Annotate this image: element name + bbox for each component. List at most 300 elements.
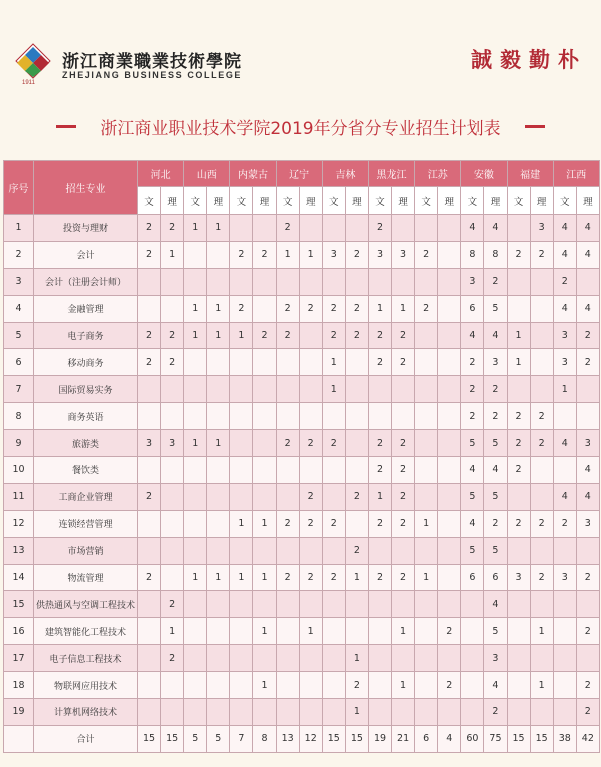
- table-cell: 1: [253, 618, 276, 645]
- table-cell: 1: [230, 510, 253, 537]
- header-index: 序号: [4, 161, 34, 215]
- table-cell: [392, 268, 415, 295]
- table-cell: 5: [484, 537, 507, 564]
- table-cell: [461, 699, 484, 726]
- table-cell: [207, 349, 230, 376]
- table-cell: [276, 672, 299, 699]
- row-major: 会计: [34, 241, 138, 268]
- table-cell: [461, 618, 484, 645]
- table-cell: [438, 430, 461, 457]
- table-cell: 1: [322, 349, 345, 376]
- header-li: 理: [484, 187, 507, 215]
- college-motto: [471, 44, 579, 74]
- table-cell: 3: [161, 430, 184, 457]
- motto-char: 朴: [558, 47, 579, 72]
- table-cell: [161, 295, 184, 322]
- table-cell: [438, 699, 461, 726]
- motto-char: 勤: [529, 47, 550, 72]
- table-cell: [438, 564, 461, 591]
- table-cell: 2: [276, 215, 299, 242]
- row-major: 连锁经营管理: [34, 510, 138, 537]
- table-cell: 2: [138, 564, 161, 591]
- table-cell: 2: [138, 215, 161, 242]
- table-cell: 2: [576, 699, 599, 726]
- header-province: 内蒙古: [230, 161, 276, 187]
- table-cell: [184, 699, 207, 726]
- table-cell: [507, 268, 530, 295]
- header-province: 山西: [184, 161, 230, 187]
- table-cell: [138, 645, 161, 672]
- total-cell: 15: [507, 725, 530, 752]
- total-cell: 5: [184, 725, 207, 752]
- table-cell: 2: [530, 564, 553, 591]
- college-logo-icon: [14, 42, 52, 80]
- total-row: [4, 725, 600, 752]
- table-cell: 2: [553, 510, 576, 537]
- table-cell: [230, 457, 253, 484]
- table-cell: [299, 268, 322, 295]
- table-cell: [322, 645, 345, 672]
- table-cell: 2: [392, 564, 415, 591]
- table-cell: [368, 591, 391, 618]
- table-cell: [184, 349, 207, 376]
- row-major: 会计（注册会计师）: [34, 268, 138, 295]
- table-cell: 2: [253, 322, 276, 349]
- header-li: 理: [207, 187, 230, 215]
- table-cell: [299, 215, 322, 242]
- table-cell: 3: [461, 268, 484, 295]
- table-cell: [438, 376, 461, 403]
- table-cell: [276, 483, 299, 510]
- table-cell: [392, 591, 415, 618]
- header-wen: 文: [184, 187, 207, 215]
- table-row: [4, 510, 600, 537]
- table-cell: 4: [484, 215, 507, 242]
- table-cell: 3: [576, 510, 599, 537]
- table-cell: 2: [507, 510, 530, 537]
- table-cell: [138, 537, 161, 564]
- header-wen: 文: [276, 187, 299, 215]
- table-cell: 2: [392, 510, 415, 537]
- table-cell: [161, 564, 184, 591]
- table-cell: [138, 403, 161, 430]
- total-cell: 38: [553, 725, 576, 752]
- table-cell: [207, 268, 230, 295]
- header-wen: 文: [230, 187, 253, 215]
- table-cell: 2: [484, 376, 507, 403]
- table-cell: [207, 591, 230, 618]
- table-cell: [184, 241, 207, 268]
- table-cell: [230, 215, 253, 242]
- table-cell: [138, 510, 161, 537]
- table-cell: [276, 268, 299, 295]
- table-cell: [253, 645, 276, 672]
- table-cell: 4: [553, 241, 576, 268]
- header-wen: 文: [368, 187, 391, 215]
- table-cell: 2: [299, 430, 322, 457]
- table-cell: [415, 215, 438, 242]
- table-cell: [322, 618, 345, 645]
- table-cell: [576, 537, 599, 564]
- motto-char: 毅: [500, 47, 521, 72]
- table-cell: [345, 457, 368, 484]
- table-row: [4, 268, 600, 295]
- table-cell: 4: [484, 672, 507, 699]
- table-cell: [438, 349, 461, 376]
- table-cell: [207, 537, 230, 564]
- table-cell: [207, 403, 230, 430]
- table-cell: 2: [138, 241, 161, 268]
- table-cell: 1: [553, 376, 576, 403]
- table-cell: [368, 699, 391, 726]
- table-cell: [138, 699, 161, 726]
- table-cell: 4: [461, 322, 484, 349]
- table-cell: [230, 349, 253, 376]
- table-cell: 2: [368, 457, 391, 484]
- table-cell: [553, 457, 576, 484]
- table-cell: [438, 215, 461, 242]
- row-major: 商务英语: [34, 403, 138, 430]
- table-cell: [253, 457, 276, 484]
- table-cell: [438, 645, 461, 672]
- row-major: 旅游类: [34, 430, 138, 457]
- table-cell: 2: [368, 322, 391, 349]
- table-row: [4, 672, 600, 699]
- table-cell: [507, 215, 530, 242]
- table-cell: 2: [438, 618, 461, 645]
- table-cell: [184, 483, 207, 510]
- table-cell: [507, 699, 530, 726]
- table-cell: 2: [299, 564, 322, 591]
- header-province: 江西: [553, 161, 599, 187]
- table-cell: [184, 510, 207, 537]
- header-li: 理: [299, 187, 322, 215]
- table-cell: 4: [553, 430, 576, 457]
- table-cell: [438, 483, 461, 510]
- row-index: [4, 725, 34, 752]
- table-cell: 1: [368, 295, 391, 322]
- table-cell: [184, 618, 207, 645]
- table-cell: [507, 483, 530, 510]
- table-cell: [576, 645, 599, 672]
- table-cell: 2: [276, 564, 299, 591]
- table-cell: 2: [276, 322, 299, 349]
- table-row: [4, 241, 600, 268]
- total-cell: 7: [230, 725, 253, 752]
- table-cell: 1: [253, 564, 276, 591]
- table-cell: 1: [184, 564, 207, 591]
- table-cell: [438, 322, 461, 349]
- table-cell: [507, 618, 530, 645]
- table-cell: [345, 430, 368, 457]
- table-cell: [230, 645, 253, 672]
- table-cell: [553, 699, 576, 726]
- row-major: 计算机网络技术: [34, 699, 138, 726]
- header-major: 招生专业: [34, 161, 138, 215]
- table-cell: [530, 645, 553, 672]
- total-cell: 75: [484, 725, 507, 752]
- table-cell: 5: [484, 483, 507, 510]
- table-cell: 2: [299, 510, 322, 537]
- table-cell: [415, 430, 438, 457]
- table-row: [4, 430, 600, 457]
- table-cell: [553, 672, 576, 699]
- table-cell: [322, 699, 345, 726]
- table-cell: [415, 322, 438, 349]
- table-cell: [415, 403, 438, 430]
- table-cell: [576, 268, 599, 295]
- table-cell: 6: [461, 564, 484, 591]
- table-cell: [207, 483, 230, 510]
- table-cell: [368, 403, 391, 430]
- table-cell: 6: [484, 564, 507, 591]
- table-row: [4, 322, 600, 349]
- table-cell: [345, 215, 368, 242]
- header-wen: 文: [461, 187, 484, 215]
- table-cell: 2: [322, 510, 345, 537]
- table-cell: 1: [530, 672, 553, 699]
- table-cell: 4: [553, 215, 576, 242]
- table-row: [4, 537, 600, 564]
- total-cell: 15: [345, 725, 368, 752]
- table-cell: [438, 268, 461, 295]
- table-cell: [207, 457, 230, 484]
- header-li: 理: [345, 187, 368, 215]
- table-cell: [507, 295, 530, 322]
- table-cell: 2: [392, 322, 415, 349]
- table-cell: 1: [322, 376, 345, 403]
- table-cell: [230, 699, 253, 726]
- table-cell: [415, 268, 438, 295]
- table-cell: 1: [415, 510, 438, 537]
- table-cell: [576, 591, 599, 618]
- row-index: 1: [4, 215, 34, 242]
- college-name-en: ZHEJIANG BUSINESS COLLEGE: [62, 70, 243, 80]
- table-cell: 2: [161, 645, 184, 672]
- table-cell: [207, 241, 230, 268]
- table-cell: [368, 618, 391, 645]
- table-cell: [230, 591, 253, 618]
- table-cell: 3: [138, 430, 161, 457]
- table-cell: [253, 268, 276, 295]
- table-cell: 2: [553, 268, 576, 295]
- table-cell: [299, 537, 322, 564]
- table-cell: [415, 457, 438, 484]
- total-cell: 8: [253, 725, 276, 752]
- table-cell: [138, 268, 161, 295]
- table-cell: 2: [138, 483, 161, 510]
- table-cell: 1: [415, 564, 438, 591]
- table-cell: 1: [207, 564, 230, 591]
- table-cell: [507, 537, 530, 564]
- table-cell: [415, 537, 438, 564]
- table-cell: [161, 403, 184, 430]
- table-cell: [161, 510, 184, 537]
- table-cell: 5: [484, 430, 507, 457]
- table-cell: 5: [461, 430, 484, 457]
- table-cell: 2: [138, 349, 161, 376]
- table-cell: 1: [299, 241, 322, 268]
- table-cell: 1: [230, 322, 253, 349]
- total-cell: 13: [276, 725, 299, 752]
- table-cell: [299, 699, 322, 726]
- table-cell: [299, 403, 322, 430]
- table-row: [4, 215, 600, 242]
- table-cell: 2: [161, 349, 184, 376]
- row-index: 19: [4, 699, 34, 726]
- table-cell: [530, 376, 553, 403]
- table-cell: [253, 699, 276, 726]
- table-cell: 3: [553, 349, 576, 376]
- table-cell: [368, 645, 391, 672]
- table-cell: [299, 457, 322, 484]
- table-cell: 1: [184, 430, 207, 457]
- row-major: 物流管理: [34, 564, 138, 591]
- table-cell: 1: [207, 295, 230, 322]
- table-cell: 8: [484, 241, 507, 268]
- table-cell: [530, 537, 553, 564]
- table-cell: [345, 376, 368, 403]
- table-cell: 4: [484, 322, 507, 349]
- header-wen: 文: [415, 187, 438, 215]
- table-cell: [415, 483, 438, 510]
- table-cell: [138, 376, 161, 403]
- table-cell: [322, 672, 345, 699]
- row-index: 14: [4, 564, 34, 591]
- table-cell: 6: [461, 295, 484, 322]
- table-cell: [438, 591, 461, 618]
- row-major: 供热通风与空调工程技术: [34, 591, 138, 618]
- table-cell: [161, 672, 184, 699]
- total-cell: 5: [207, 725, 230, 752]
- table-cell: 2: [484, 268, 507, 295]
- table-cell: [184, 403, 207, 430]
- table-cell: [438, 241, 461, 268]
- table-cell: [415, 591, 438, 618]
- table-cell: [276, 645, 299, 672]
- table-cell: 2: [322, 322, 345, 349]
- table-cell: [138, 618, 161, 645]
- table-cell: [161, 699, 184, 726]
- table-cell: 2: [415, 295, 438, 322]
- table-cell: 4: [553, 295, 576, 322]
- college-name-cn: 浙江商業職業技術學院: [62, 52, 242, 72]
- table-cell: 2: [392, 457, 415, 484]
- title-dash-right: [525, 125, 545, 128]
- table-row: [4, 645, 600, 672]
- table-cell: [553, 618, 576, 645]
- table-cell: [230, 268, 253, 295]
- header-wen: 文: [507, 187, 530, 215]
- table-cell: [230, 618, 253, 645]
- row-major: 电子信息工程技术: [34, 645, 138, 672]
- table-cell: [415, 699, 438, 726]
- header-li: 理: [253, 187, 276, 215]
- table-cell: 5: [461, 537, 484, 564]
- table-cell: 2: [507, 457, 530, 484]
- table-cell: [322, 215, 345, 242]
- table-cell: [138, 672, 161, 699]
- total-cell: 15: [138, 725, 161, 752]
- table-cell: [276, 403, 299, 430]
- table-cell: [530, 699, 553, 726]
- table-cell: [322, 403, 345, 430]
- table-cell: 3: [392, 241, 415, 268]
- table-cell: 2: [368, 510, 391, 537]
- table-cell: 2: [345, 672, 368, 699]
- header-province: 安徽: [461, 161, 507, 187]
- table-cell: [530, 349, 553, 376]
- table-cell: 2: [368, 430, 391, 457]
- row-index: 7: [4, 376, 34, 403]
- title-dash-left: [56, 125, 76, 128]
- table-cell: [461, 672, 484, 699]
- row-major: 金融管理: [34, 295, 138, 322]
- table-cell: 2: [345, 241, 368, 268]
- total-cell: 6: [415, 725, 438, 752]
- table-cell: [276, 537, 299, 564]
- table-cell: 2: [368, 349, 391, 376]
- table-cell: [299, 322, 322, 349]
- table-row: [4, 618, 600, 645]
- table-cell: 2: [299, 483, 322, 510]
- row-index: 18: [4, 672, 34, 699]
- table-cell: [322, 268, 345, 295]
- table-cell: [345, 349, 368, 376]
- table-cell: 2: [253, 241, 276, 268]
- table-cell: [576, 376, 599, 403]
- table-cell: 2: [345, 483, 368, 510]
- row-index: 6: [4, 349, 34, 376]
- row-major: 工商企业管理: [34, 483, 138, 510]
- header-li: 理: [161, 187, 184, 215]
- table-cell: 5: [461, 483, 484, 510]
- table-cell: [507, 376, 530, 403]
- table-cell: [345, 510, 368, 537]
- table-cell: 2: [530, 510, 553, 537]
- table-cell: [299, 672, 322, 699]
- row-index: 15: [4, 591, 34, 618]
- table-cell: [392, 699, 415, 726]
- title-row: [0, 112, 601, 140]
- table-cell: [438, 457, 461, 484]
- row-major: 电子商务: [34, 322, 138, 349]
- table-cell: 2: [484, 510, 507, 537]
- table-cell: 5: [484, 295, 507, 322]
- table-cell: [530, 322, 553, 349]
- table-cell: [253, 430, 276, 457]
- table-cell: 2: [276, 510, 299, 537]
- table-cell: 1: [253, 510, 276, 537]
- table-cell: 1: [507, 349, 530, 376]
- table-cell: [230, 672, 253, 699]
- total-cell: 60: [461, 725, 484, 752]
- table-cell: 1: [207, 215, 230, 242]
- table-cell: 2: [461, 349, 484, 376]
- table-cell: 3: [368, 241, 391, 268]
- table-cell: 1: [253, 672, 276, 699]
- table-cell: 2: [507, 403, 530, 430]
- table-cell: 2: [230, 241, 253, 268]
- table-cell: [415, 672, 438, 699]
- table-cell: [161, 376, 184, 403]
- table-cell: 2: [138, 322, 161, 349]
- table-cell: [368, 268, 391, 295]
- table-cell: 4: [461, 215, 484, 242]
- table-cell: [138, 295, 161, 322]
- table-cell: [461, 591, 484, 618]
- table-cell: 2: [276, 295, 299, 322]
